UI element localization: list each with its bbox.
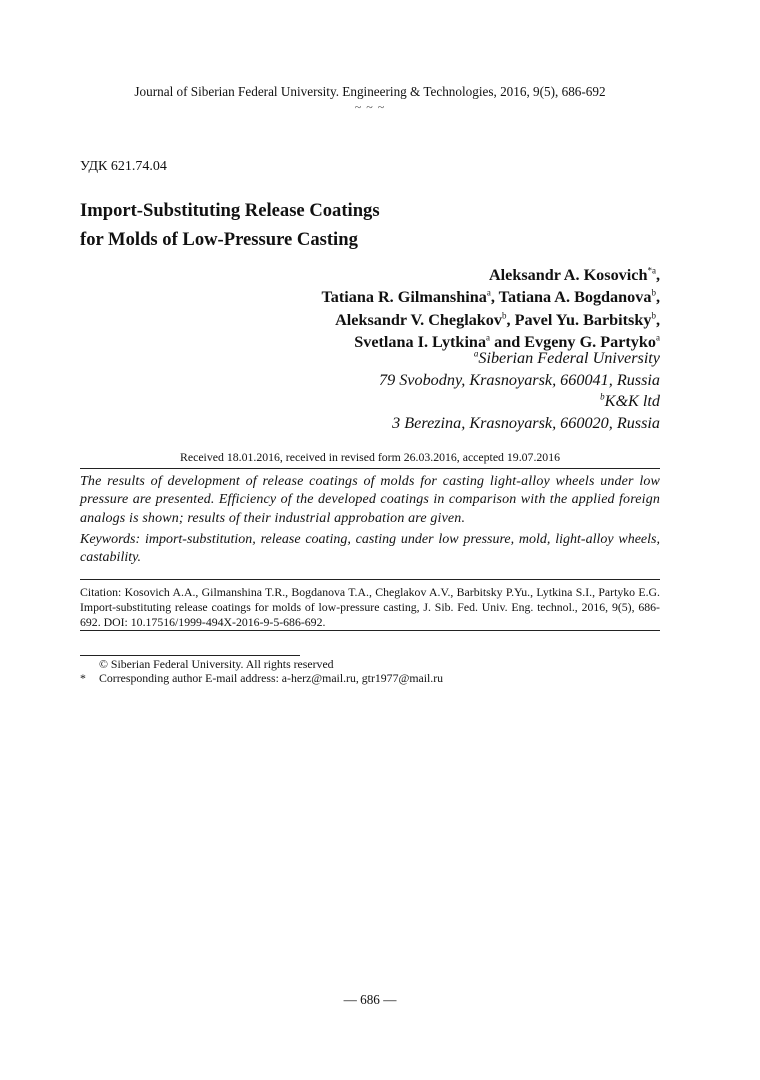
author-name: Svetlana I. Lytkina [354,333,487,352]
affiliation-b-address: 3 Berezina, Krasnoyarsk, 660020, Russia [392,413,660,432]
footnote-copyright [80,657,334,672]
separator: , [506,310,511,329]
author-name: Aleksandr V. Cheglakov [335,310,502,329]
author-sup: a [486,288,491,299]
corresponding-text: Corresponding author E-mail address: a-herz@mail.ru, gtr1977@mail.ru [99,671,444,685]
affiliation-a-address: 79 Svobodny, Krasnoyarsk, 660041, Russia [378,370,660,389]
and-word: and [494,333,521,352]
header-ornament: ~ ~ ~ [354,100,386,114]
received-dates: Received 18.01.2016, received in revised form 26.03.2016, accepted 19.07.2016 [179,450,560,464]
author-sup: b [651,310,656,321]
author-line-2 [321,286,660,308]
abstract: The results of development of release coatings of molds for casting light-alloy wheels under low pressure are presented. Efficiency of the developed coatings in comparison with the applied foreign analogs is shown; results of their industrial approbation are given. [80,474,660,526]
footnote-divider [80,655,300,656]
author-line-1 [321,264,660,286]
author-name: Evgeny G. Partyko [524,333,656,352]
title-line-2: for Molds of Low-Pressure Casting [80,229,358,250]
author-sup: b [651,288,656,299]
footnote-corresponding [80,671,443,686]
affiliations [379,348,660,434]
separator: , [655,310,660,329]
divider-bottom [80,630,660,631]
article-title [80,196,380,254]
author-sup: a [486,332,491,343]
author-name: Aleksandr A. Kosovich [488,266,648,284]
affiliation-sup: b [600,391,605,402]
author-name: Tatiana A. Bogdanova [498,288,652,307]
affiliation-name: Siberian Federal University [478,349,660,367]
author-sup: *a [647,265,656,276]
affiliation-name: K&K ltd [604,392,660,410]
author-list [321,264,660,354]
affiliation-b-name [379,391,660,413]
affiliation-a-name [379,348,660,370]
copyright-text: © Siberian Federal University. All rights reserved [99,657,334,671]
separator: , [655,288,660,307]
udc-code: УДК 621.74.04 [80,159,167,174]
keywords: Keywords: import-substitution, release coating, casting under low pressure, mold, light-alloy wheels, castability. [80,532,660,566]
author-line-3 [321,309,660,331]
separator: , [655,266,660,284]
divider-middle [80,579,660,580]
author-sup: b [501,310,507,321]
citation: Citation: Kosovich A.A., Gilmanshina T.R., Bogdanova T.A., Cheglakov A.V., Barbitsky P.Yu., Lytkina S.I., Partyko E.G. Import-substituting release coatings for molds of low-pressure casting, J. Sib. Fed. Univ. Eng. technol., 2016, 9(5), 686-692. DOI: 10.17516/1999-494X-2016-9-5-686-692. [80,585,660,630]
author-name: Pavel Yu. Barbitsky [514,310,652,329]
divider-top [80,468,660,469]
author-sup: a [656,332,660,343]
footnote-mark: * [80,671,86,685]
journal-header: Journal of Siberian Federal University. Engineering & Technologies, 2016, 9(5), 686-692 [134,84,606,99]
separator: , [490,288,495,307]
author-name: Tatiana R. Gilmanshina [321,288,487,307]
affiliation-sup: a [473,348,479,359]
page-number: — 686 — [343,992,397,1007]
title-line-1: Import-Substituting Release Coatings [80,200,380,221]
